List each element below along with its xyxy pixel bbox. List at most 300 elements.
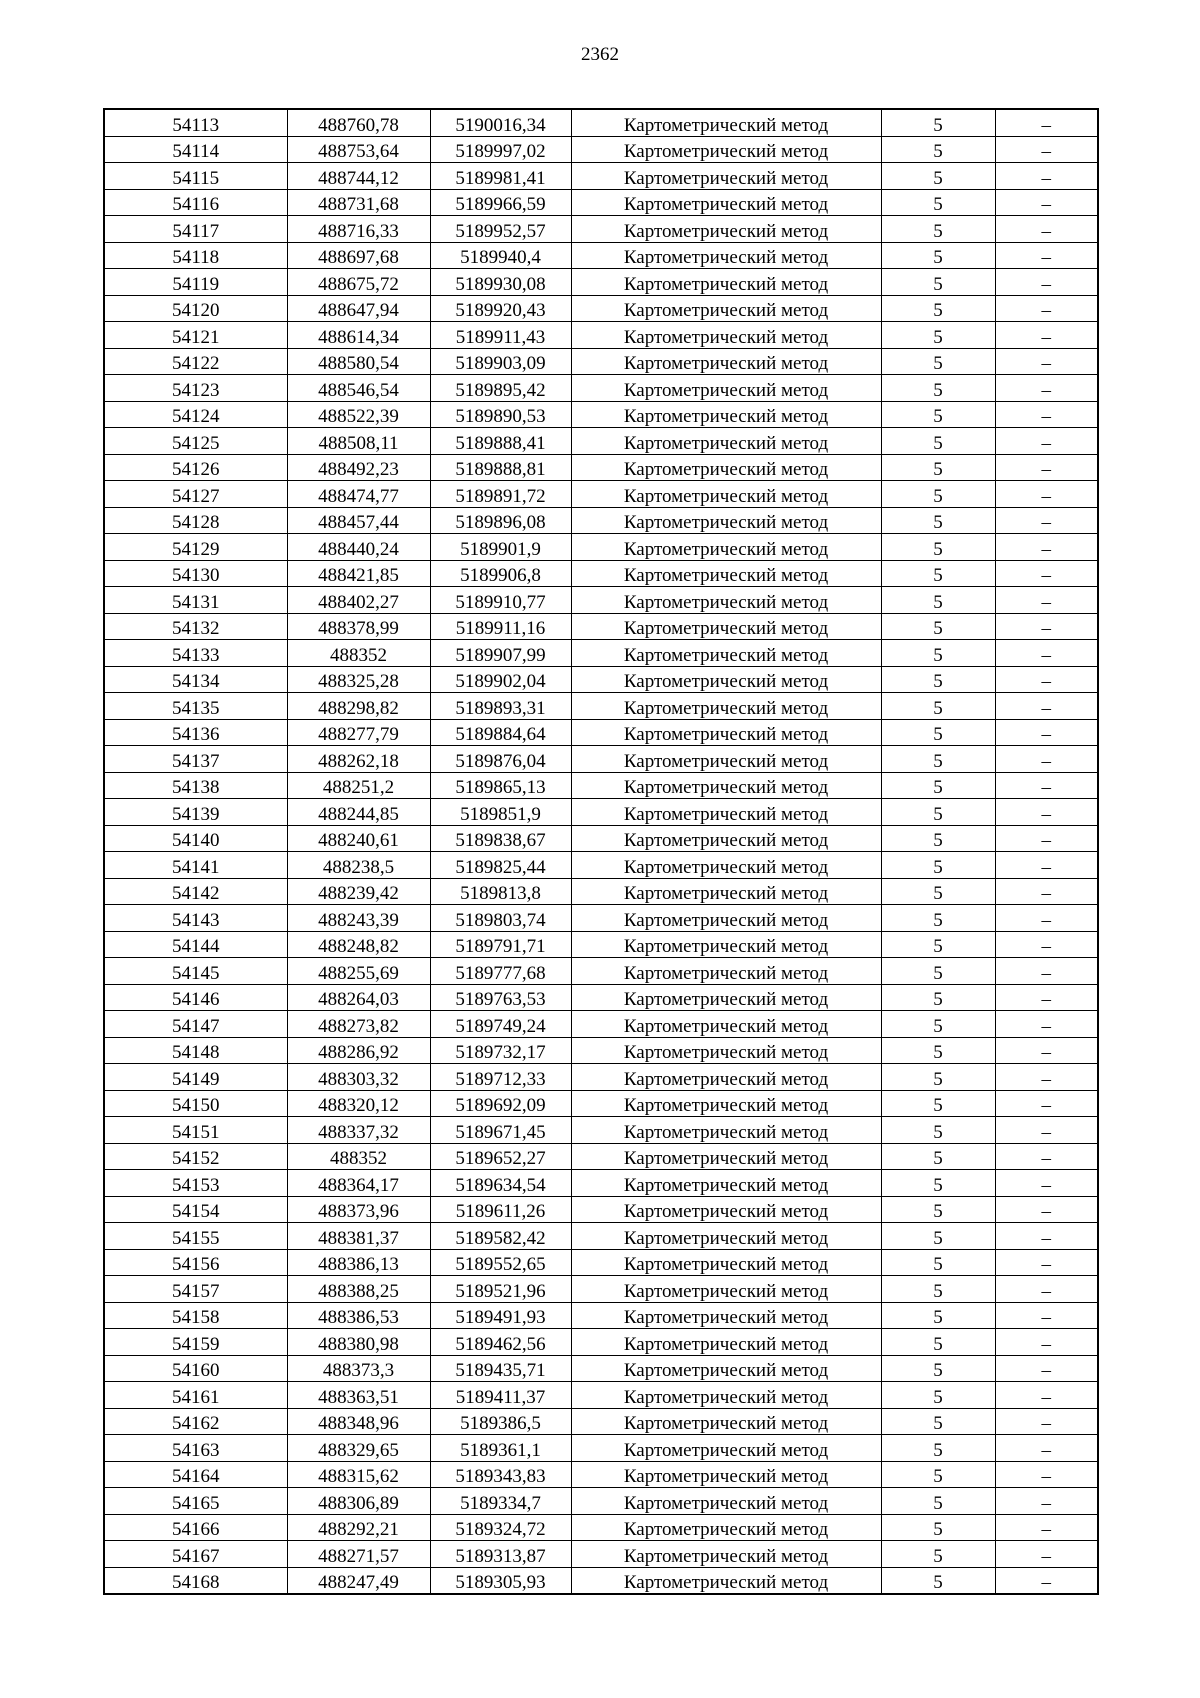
y-coordinate-cell: 5189893,31 bbox=[430, 693, 571, 720]
precision-cell: 5 bbox=[881, 428, 995, 455]
method-cell: Картометрический метод bbox=[571, 746, 881, 773]
x-coordinate-cell: 488440,24 bbox=[287, 534, 430, 561]
table-row bbox=[104, 1117, 1098, 1144]
method-cell: Картометрический метод bbox=[571, 1011, 881, 1038]
table-row bbox=[104, 1276, 1098, 1303]
point-number-cell: 54164 bbox=[104, 1461, 287, 1488]
note-cell: – bbox=[995, 454, 1098, 481]
precision-cell: 5 bbox=[881, 825, 995, 852]
note-cell: – bbox=[995, 1143, 1098, 1170]
point-number-cell: 54142 bbox=[104, 878, 287, 905]
method-cell: Картометрический метод bbox=[571, 454, 881, 481]
note-cell: – bbox=[995, 560, 1098, 587]
method-cell: Картометрический метод bbox=[571, 958, 881, 985]
method-cell: Картометрический метод bbox=[571, 1541, 881, 1568]
x-coordinate-cell: 488251,2 bbox=[287, 772, 430, 799]
method-cell: Картометрический метод bbox=[571, 984, 881, 1011]
table-row bbox=[104, 613, 1098, 640]
precision-cell: 5 bbox=[881, 189, 995, 216]
point-number-cell: 54123 bbox=[104, 375, 287, 402]
y-coordinate-cell: 5189491,93 bbox=[430, 1302, 571, 1329]
y-coordinate-cell: 5189930,08 bbox=[430, 269, 571, 296]
method-cell: Картометрический метод bbox=[571, 1488, 881, 1515]
point-number-cell: 54146 bbox=[104, 984, 287, 1011]
x-coordinate-cell: 488286,92 bbox=[287, 1037, 430, 1064]
table-row bbox=[104, 1223, 1098, 1250]
y-coordinate-cell: 5189634,54 bbox=[430, 1170, 571, 1197]
note-cell: – bbox=[995, 984, 1098, 1011]
y-coordinate-cell: 5189305,93 bbox=[430, 1567, 571, 1594]
point-number-cell: 54116 bbox=[104, 189, 287, 216]
point-number-cell: 54138 bbox=[104, 772, 287, 799]
table-row bbox=[104, 1143, 1098, 1170]
method-cell: Картометрический метод bbox=[571, 1249, 881, 1276]
note-cell: – bbox=[995, 428, 1098, 455]
x-coordinate-cell: 488380,98 bbox=[287, 1329, 430, 1356]
x-coordinate-cell: 488277,79 bbox=[287, 719, 430, 746]
note-cell: – bbox=[995, 242, 1098, 269]
y-coordinate-cell: 5189813,8 bbox=[430, 878, 571, 905]
point-number-cell: 54120 bbox=[104, 295, 287, 322]
method-cell: Картометрический метод bbox=[571, 1567, 881, 1594]
precision-cell: 5 bbox=[881, 454, 995, 481]
point-number-cell: 54163 bbox=[104, 1435, 287, 1462]
method-cell: Картометрический метод bbox=[571, 587, 881, 614]
point-number-cell: 54139 bbox=[104, 799, 287, 826]
y-coordinate-cell: 5189901,9 bbox=[430, 534, 571, 561]
precision-cell: 5 bbox=[881, 640, 995, 667]
x-coordinate-cell: 488363,51 bbox=[287, 1382, 430, 1409]
point-number-cell: 54119 bbox=[104, 269, 287, 296]
x-coordinate-cell: 488240,61 bbox=[287, 825, 430, 852]
point-number-cell: 54121 bbox=[104, 322, 287, 349]
note-cell: – bbox=[995, 1117, 1098, 1144]
method-cell: Картометрический метод bbox=[571, 1302, 881, 1329]
note-cell: – bbox=[995, 295, 1098, 322]
table-row bbox=[104, 1541, 1098, 1568]
y-coordinate-cell: 5189966,59 bbox=[430, 189, 571, 216]
y-coordinate-cell: 5189895,42 bbox=[430, 375, 571, 402]
y-coordinate-cell: 5189791,71 bbox=[430, 931, 571, 958]
precision-cell: 5 bbox=[881, 507, 995, 534]
precision-cell: 5 bbox=[881, 1037, 995, 1064]
precision-cell: 5 bbox=[881, 1090, 995, 1117]
x-coordinate-cell: 488320,12 bbox=[287, 1090, 430, 1117]
x-coordinate-cell: 488244,85 bbox=[287, 799, 430, 826]
note-cell: – bbox=[995, 1249, 1098, 1276]
note-cell: – bbox=[995, 1064, 1098, 1091]
note-cell: – bbox=[995, 613, 1098, 640]
y-coordinate-cell: 5189838,67 bbox=[430, 825, 571, 852]
table-row bbox=[104, 1435, 1098, 1462]
point-number-cell: 54141 bbox=[104, 852, 287, 879]
note-cell: – bbox=[995, 640, 1098, 667]
table-row bbox=[104, 507, 1098, 534]
note-cell: – bbox=[995, 1567, 1098, 1594]
table-row bbox=[104, 719, 1098, 746]
precision-cell: 5 bbox=[881, 984, 995, 1011]
table-row bbox=[104, 1064, 1098, 1091]
precision-cell: 5 bbox=[881, 481, 995, 508]
note-cell: – bbox=[995, 1276, 1098, 1303]
note-cell: – bbox=[995, 852, 1098, 879]
x-coordinate-cell: 488352 bbox=[287, 640, 430, 667]
method-cell: Картометрический метод bbox=[571, 534, 881, 561]
table-row bbox=[104, 1382, 1098, 1409]
y-coordinate-cell: 5189692,09 bbox=[430, 1090, 571, 1117]
point-number-cell: 54156 bbox=[104, 1249, 287, 1276]
method-cell: Картометрический метод bbox=[571, 1276, 881, 1303]
x-coordinate-cell: 488744,12 bbox=[287, 163, 430, 190]
page-number: 2362 bbox=[581, 44, 619, 65]
precision-cell: 5 bbox=[881, 931, 995, 958]
precision-cell: 5 bbox=[881, 348, 995, 375]
point-number-cell: 54135 bbox=[104, 693, 287, 720]
x-coordinate-cell: 488421,85 bbox=[287, 560, 430, 587]
point-number-cell: 54168 bbox=[104, 1567, 287, 1594]
x-coordinate-cell: 488731,68 bbox=[287, 189, 430, 216]
table-row bbox=[104, 1567, 1098, 1594]
table-row bbox=[104, 640, 1098, 667]
table-row bbox=[104, 216, 1098, 243]
x-coordinate-cell: 488402,27 bbox=[287, 587, 430, 614]
y-coordinate-cell: 5189803,74 bbox=[430, 905, 571, 932]
table-row bbox=[104, 189, 1098, 216]
y-coordinate-cell: 5189902,04 bbox=[430, 666, 571, 693]
x-coordinate-cell: 488386,53 bbox=[287, 1302, 430, 1329]
precision-cell: 5 bbox=[881, 958, 995, 985]
table-row bbox=[104, 481, 1098, 508]
table-row bbox=[104, 878, 1098, 905]
y-coordinate-cell: 5189920,43 bbox=[430, 295, 571, 322]
y-coordinate-cell: 5189763,53 bbox=[430, 984, 571, 1011]
note-cell: – bbox=[995, 587, 1098, 614]
x-coordinate-cell: 488492,23 bbox=[287, 454, 430, 481]
coordinates-table bbox=[103, 108, 1099, 1595]
note-cell: – bbox=[995, 1302, 1098, 1329]
precision-cell: 5 bbox=[881, 1064, 995, 1091]
y-coordinate-cell: 5189611,26 bbox=[430, 1196, 571, 1223]
x-coordinate-cell: 488381,37 bbox=[287, 1223, 430, 1250]
precision-cell: 5 bbox=[881, 1329, 995, 1356]
point-number-cell: 54136 bbox=[104, 719, 287, 746]
x-coordinate-cell: 488243,39 bbox=[287, 905, 430, 932]
y-coordinate-cell: 5189435,71 bbox=[430, 1355, 571, 1382]
point-number-cell: 54145 bbox=[104, 958, 287, 985]
method-cell: Картометрический метод bbox=[571, 1382, 881, 1409]
y-coordinate-cell: 5189884,64 bbox=[430, 719, 571, 746]
note-cell: – bbox=[995, 878, 1098, 905]
point-number-cell: 54133 bbox=[104, 640, 287, 667]
table-row bbox=[104, 1249, 1098, 1276]
method-cell: Картометрический метод bbox=[571, 1329, 881, 1356]
method-cell: Картометрический метод bbox=[571, 216, 881, 243]
method-cell: Картометрический метод bbox=[571, 507, 881, 534]
precision-cell: 5 bbox=[881, 666, 995, 693]
method-cell: Картометрический метод bbox=[571, 693, 881, 720]
x-coordinate-cell: 488315,62 bbox=[287, 1461, 430, 1488]
method-cell: Картометрический метод bbox=[571, 666, 881, 693]
method-cell: Картометрический метод bbox=[571, 719, 881, 746]
table-row bbox=[104, 109, 1098, 136]
table-row bbox=[104, 1090, 1098, 1117]
note-cell: – bbox=[995, 1011, 1098, 1038]
table-row bbox=[104, 1355, 1098, 1382]
y-coordinate-cell: 5190016,34 bbox=[430, 109, 571, 136]
x-coordinate-cell: 488271,57 bbox=[287, 1541, 430, 1568]
point-number-cell: 54159 bbox=[104, 1329, 287, 1356]
y-coordinate-cell: 5189981,41 bbox=[430, 163, 571, 190]
table-row bbox=[104, 772, 1098, 799]
y-coordinate-cell: 5189888,41 bbox=[430, 428, 571, 455]
precision-cell: 5 bbox=[881, 216, 995, 243]
method-cell: Картометрический метод bbox=[571, 1037, 881, 1064]
point-number-cell: 54151 bbox=[104, 1117, 287, 1144]
table-row bbox=[104, 1329, 1098, 1356]
table-row bbox=[104, 534, 1098, 561]
table-row bbox=[104, 905, 1098, 932]
y-coordinate-cell: 5189907,99 bbox=[430, 640, 571, 667]
y-coordinate-cell: 5189777,68 bbox=[430, 958, 571, 985]
point-number-cell: 54137 bbox=[104, 746, 287, 773]
note-cell: – bbox=[995, 666, 1098, 693]
note-cell: – bbox=[995, 905, 1098, 932]
x-coordinate-cell: 488364,17 bbox=[287, 1170, 430, 1197]
x-coordinate-cell: 488298,82 bbox=[287, 693, 430, 720]
precision-cell: 5 bbox=[881, 242, 995, 269]
note-cell: – bbox=[995, 216, 1098, 243]
note-cell: – bbox=[995, 931, 1098, 958]
point-number-cell: 54124 bbox=[104, 401, 287, 428]
note-cell: – bbox=[995, 534, 1098, 561]
precision-cell: 5 bbox=[881, 719, 995, 746]
x-coordinate-cell: 488760,78 bbox=[287, 109, 430, 136]
point-number-cell: 54130 bbox=[104, 560, 287, 587]
point-number-cell: 54160 bbox=[104, 1355, 287, 1382]
precision-cell: 5 bbox=[881, 1435, 995, 1462]
table-row bbox=[104, 163, 1098, 190]
note-cell: – bbox=[995, 507, 1098, 534]
y-coordinate-cell: 5189361,1 bbox=[430, 1435, 571, 1462]
precision-cell: 5 bbox=[881, 136, 995, 163]
x-coordinate-cell: 488273,82 bbox=[287, 1011, 430, 1038]
point-number-cell: 54153 bbox=[104, 1170, 287, 1197]
precision-cell: 5 bbox=[881, 613, 995, 640]
x-coordinate-cell: 488262,18 bbox=[287, 746, 430, 773]
method-cell: Картометрический метод bbox=[571, 640, 881, 667]
method-cell: Картометрический метод bbox=[571, 852, 881, 879]
point-number-cell: 54125 bbox=[104, 428, 287, 455]
precision-cell: 5 bbox=[881, 1461, 995, 1488]
precision-cell: 5 bbox=[881, 1276, 995, 1303]
point-number-cell: 54113 bbox=[104, 109, 287, 136]
y-coordinate-cell: 5189825,44 bbox=[430, 852, 571, 879]
note-cell: – bbox=[995, 1382, 1098, 1409]
x-coordinate-cell: 488352 bbox=[287, 1143, 430, 1170]
note-cell: – bbox=[995, 1408, 1098, 1435]
precision-cell: 5 bbox=[881, 1541, 995, 1568]
y-coordinate-cell: 5189334,7 bbox=[430, 1488, 571, 1515]
table-row bbox=[104, 136, 1098, 163]
method-cell: Картометрический метод bbox=[571, 163, 881, 190]
method-cell: Картометрический метод bbox=[571, 428, 881, 455]
y-coordinate-cell: 5189952,57 bbox=[430, 216, 571, 243]
note-cell: – bbox=[995, 1329, 1098, 1356]
x-coordinate-cell: 488716,33 bbox=[287, 216, 430, 243]
method-cell: Картометрический метод bbox=[571, 1064, 881, 1091]
table-row bbox=[104, 587, 1098, 614]
x-coordinate-cell: 488373,3 bbox=[287, 1355, 430, 1382]
x-coordinate-cell: 488647,94 bbox=[287, 295, 430, 322]
y-coordinate-cell: 5189876,04 bbox=[430, 746, 571, 773]
method-cell: Картометрический метод bbox=[571, 1355, 881, 1382]
table-row bbox=[104, 348, 1098, 375]
y-coordinate-cell: 5189324,72 bbox=[430, 1514, 571, 1541]
point-number-cell: 54147 bbox=[104, 1011, 287, 1038]
note-cell: – bbox=[995, 693, 1098, 720]
method-cell: Картометрический метод bbox=[571, 401, 881, 428]
table-row bbox=[104, 1196, 1098, 1223]
y-coordinate-cell: 5189671,45 bbox=[430, 1117, 571, 1144]
precision-cell: 5 bbox=[881, 1223, 995, 1250]
point-number-cell: 54167 bbox=[104, 1541, 287, 1568]
note-cell: – bbox=[995, 269, 1098, 296]
table-row bbox=[104, 269, 1098, 296]
x-coordinate-cell: 488675,72 bbox=[287, 269, 430, 296]
note-cell: – bbox=[995, 1488, 1098, 1515]
note-cell: – bbox=[995, 1037, 1098, 1064]
precision-cell: 5 bbox=[881, 1514, 995, 1541]
point-number-cell: 54140 bbox=[104, 825, 287, 852]
precision-cell: 5 bbox=[881, 905, 995, 932]
method-cell: Картометрический метод bbox=[571, 878, 881, 905]
method-cell: Картометрический метод bbox=[571, 1223, 881, 1250]
note-cell: – bbox=[995, 136, 1098, 163]
precision-cell: 5 bbox=[881, 772, 995, 799]
note-cell: – bbox=[995, 1435, 1098, 1462]
y-coordinate-cell: 5189903,09 bbox=[430, 348, 571, 375]
x-coordinate-cell: 488238,5 bbox=[287, 852, 430, 879]
coordinates-table-body bbox=[104, 109, 1098, 1594]
precision-cell: 5 bbox=[881, 1143, 995, 1170]
y-coordinate-cell: 5189865,13 bbox=[430, 772, 571, 799]
point-number-cell: 54152 bbox=[104, 1143, 287, 1170]
x-coordinate-cell: 488386,13 bbox=[287, 1249, 430, 1276]
table-row bbox=[104, 1461, 1098, 1488]
point-number-cell: 54132 bbox=[104, 613, 287, 640]
x-coordinate-cell: 488614,34 bbox=[287, 322, 430, 349]
precision-cell: 5 bbox=[881, 1382, 995, 1409]
y-coordinate-cell: 5189896,08 bbox=[430, 507, 571, 534]
x-coordinate-cell: 488255,69 bbox=[287, 958, 430, 985]
x-coordinate-cell: 488239,42 bbox=[287, 878, 430, 905]
point-number-cell: 54157 bbox=[104, 1276, 287, 1303]
point-number-cell: 54166 bbox=[104, 1514, 287, 1541]
y-coordinate-cell: 5189552,65 bbox=[430, 1249, 571, 1276]
x-coordinate-cell: 488248,82 bbox=[287, 931, 430, 958]
point-number-cell: 54144 bbox=[104, 931, 287, 958]
point-number-cell: 54115 bbox=[104, 163, 287, 190]
note-cell: – bbox=[995, 825, 1098, 852]
method-cell: Картометрический метод bbox=[571, 242, 881, 269]
x-coordinate-cell: 488378,99 bbox=[287, 613, 430, 640]
y-coordinate-cell: 5189712,33 bbox=[430, 1064, 571, 1091]
method-cell: Картометрический метод bbox=[571, 1117, 881, 1144]
method-cell: Картометрический метод bbox=[571, 189, 881, 216]
method-cell: Картометрический метод bbox=[571, 269, 881, 296]
precision-cell: 5 bbox=[881, 109, 995, 136]
note-cell: – bbox=[995, 746, 1098, 773]
point-number-cell: 54131 bbox=[104, 587, 287, 614]
method-cell: Картометрический метод bbox=[571, 1435, 881, 1462]
precision-cell: 5 bbox=[881, 878, 995, 905]
note-cell: – bbox=[995, 1223, 1098, 1250]
precision-cell: 5 bbox=[881, 1567, 995, 1594]
y-coordinate-cell: 5189940,4 bbox=[430, 242, 571, 269]
x-coordinate-cell: 488697,68 bbox=[287, 242, 430, 269]
precision-cell: 5 bbox=[881, 693, 995, 720]
point-number-cell: 54128 bbox=[104, 507, 287, 534]
y-coordinate-cell: 5189911,43 bbox=[430, 322, 571, 349]
precision-cell: 5 bbox=[881, 1170, 995, 1197]
x-coordinate-cell: 488508,11 bbox=[287, 428, 430, 455]
y-coordinate-cell: 5189888,81 bbox=[430, 454, 571, 481]
point-number-cell: 54114 bbox=[104, 136, 287, 163]
precision-cell: 5 bbox=[881, 1355, 995, 1382]
note-cell: – bbox=[995, 799, 1098, 826]
y-coordinate-cell: 5189911,16 bbox=[430, 613, 571, 640]
precision-cell: 5 bbox=[881, 1011, 995, 1038]
y-coordinate-cell: 5189582,42 bbox=[430, 1223, 571, 1250]
method-cell: Картометрический метод bbox=[571, 109, 881, 136]
method-cell: Картометрический метод bbox=[571, 375, 881, 402]
point-number-cell: 54148 bbox=[104, 1037, 287, 1064]
table-row bbox=[104, 1408, 1098, 1435]
point-number-cell: 54118 bbox=[104, 242, 287, 269]
method-cell: Картометрический метод bbox=[571, 560, 881, 587]
x-coordinate-cell: 488546,54 bbox=[287, 375, 430, 402]
table-row bbox=[104, 666, 1098, 693]
table-row bbox=[104, 931, 1098, 958]
x-coordinate-cell: 488457,44 bbox=[287, 507, 430, 534]
y-coordinate-cell: 5189851,9 bbox=[430, 799, 571, 826]
point-number-cell: 54134 bbox=[104, 666, 287, 693]
method-cell: Картометрический метод bbox=[571, 799, 881, 826]
table-row bbox=[104, 984, 1098, 1011]
y-coordinate-cell: 5189891,72 bbox=[430, 481, 571, 508]
note-cell: – bbox=[995, 1090, 1098, 1117]
precision-cell: 5 bbox=[881, 1488, 995, 1515]
note-cell: – bbox=[995, 958, 1098, 985]
x-coordinate-cell: 488329,65 bbox=[287, 1435, 430, 1462]
table-row bbox=[104, 746, 1098, 773]
precision-cell: 5 bbox=[881, 534, 995, 561]
point-number-cell: 54149 bbox=[104, 1064, 287, 1091]
x-coordinate-cell: 488388,25 bbox=[287, 1276, 430, 1303]
method-cell: Картометрический метод bbox=[571, 295, 881, 322]
x-coordinate-cell: 488373,96 bbox=[287, 1196, 430, 1223]
y-coordinate-cell: 5189313,87 bbox=[430, 1541, 571, 1568]
note-cell: – bbox=[995, 109, 1098, 136]
point-number-cell: 54143 bbox=[104, 905, 287, 932]
table-row bbox=[104, 1011, 1098, 1038]
method-cell: Картометрический метод bbox=[571, 1408, 881, 1435]
table-row bbox=[104, 322, 1098, 349]
precision-cell: 5 bbox=[881, 746, 995, 773]
x-coordinate-cell: 488580,54 bbox=[287, 348, 430, 375]
method-cell: Картометрический метод bbox=[571, 1170, 881, 1197]
precision-cell: 5 bbox=[881, 1196, 995, 1223]
